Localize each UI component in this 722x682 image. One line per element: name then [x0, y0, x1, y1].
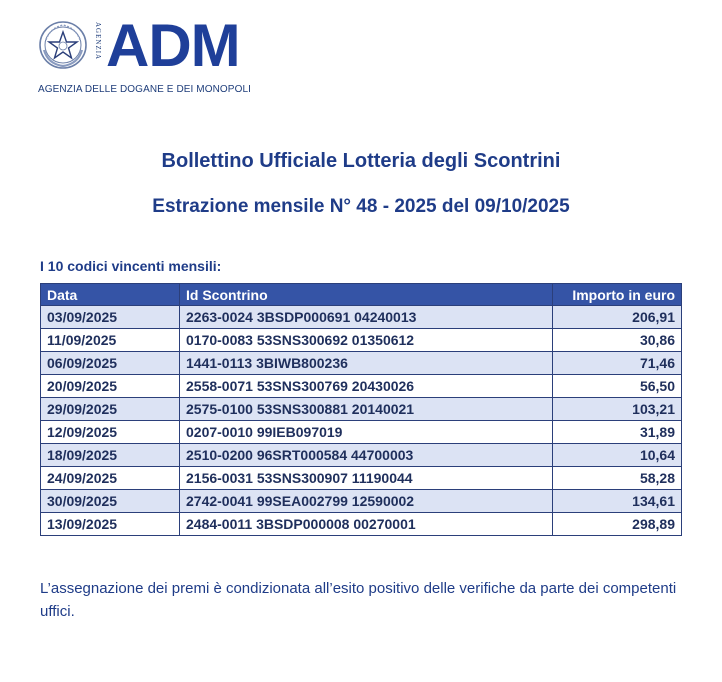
table-header-row: [41, 284, 682, 306]
agency-name: AGENZIA DELLE DOGANE E DEI MONOPOLI: [38, 84, 251, 95]
row-id: 2263-0024 3BSDP000691 04240013: [180, 306, 553, 329]
table-row: [41, 513, 682, 536]
draw-subtitle: Estrazione mensile N° 48 - 2025 del 09/10/2025: [152, 196, 570, 217]
row-date: 18/09/2025: [41, 444, 180, 467]
row-amount: 58,28: [553, 467, 682, 490]
row-amount: 103,21: [553, 398, 682, 421]
table-row: [41, 398, 682, 421]
bulletin-title: Bollettino Ufficiale Lotteria degli Scontrini: [161, 150, 561, 172]
row-date: 29/09/2025: [41, 398, 180, 421]
row-amount: 10,64: [553, 444, 682, 467]
row-amount: 134,61: [553, 490, 682, 513]
row-id: 2742-0041 99SEA002799 12590002: [180, 490, 553, 513]
adm-wordmark: ADM: [106, 12, 240, 79]
table-row: [41, 467, 682, 490]
row-id: 2558-0071 53SNS300769 20430026: [180, 375, 553, 398]
row-amount: 71,46: [553, 352, 682, 375]
header-id: Id Scontrino: [180, 284, 553, 306]
row-amount: 56,50: [553, 375, 682, 398]
header-amount: Importo in euro: [553, 284, 682, 306]
row-id: 2484-0011 3BSDP000008 00270001: [180, 513, 553, 536]
row-date: 03/09/2025: [41, 306, 180, 329]
row-date: 20/09/2025: [41, 375, 180, 398]
row-date: 24/09/2025: [41, 467, 180, 490]
row-date: 30/09/2025: [41, 490, 180, 513]
agenzia-vertical-label: AGENZIA: [94, 22, 102, 61]
row-id: 0207-0010 99IEB097019: [180, 421, 553, 444]
row-id: 2575-0100 53SNS300881 20140021: [180, 398, 553, 421]
table-row: [41, 421, 682, 444]
table-row: [41, 306, 682, 329]
row-id: 1441-0113 3BIWB800236: [180, 352, 553, 375]
table-row: [41, 490, 682, 513]
header-date: Data: [41, 284, 180, 306]
winning-codes-table: [40, 283, 682, 536]
row-date: 11/09/2025: [41, 329, 180, 352]
table-row: [41, 329, 682, 352]
table-row: [41, 375, 682, 398]
table-caption: I 10 codici vincenti mensili:: [40, 258, 222, 274]
table-row: [41, 352, 682, 375]
table-row: [41, 444, 682, 467]
row-date: 06/09/2025: [41, 352, 180, 375]
row-date: 13/09/2025: [41, 513, 180, 536]
adm-logo: [38, 12, 298, 102]
row-id: 0170-0083 53SNS300692 01350612: [180, 329, 553, 352]
row-id: 2510-0200 96SRT000584 44700003: [180, 444, 553, 467]
row-date: 12/09/2025: [41, 421, 180, 444]
row-amount: 30,86: [553, 329, 682, 352]
row-amount: 206,91: [553, 306, 682, 329]
row-id: 2156-0031 53SNS300907 11190044: [180, 467, 553, 490]
italian-republic-emblem-icon: [38, 20, 88, 70]
row-amount: 31,89: [553, 421, 682, 444]
prize-conditions-note: L’assegnazione dei premi è condizionata all’esito positivo delle verifiche da parte dei competenti uffici.: [40, 580, 677, 620]
row-amount: 298,89: [553, 513, 682, 536]
